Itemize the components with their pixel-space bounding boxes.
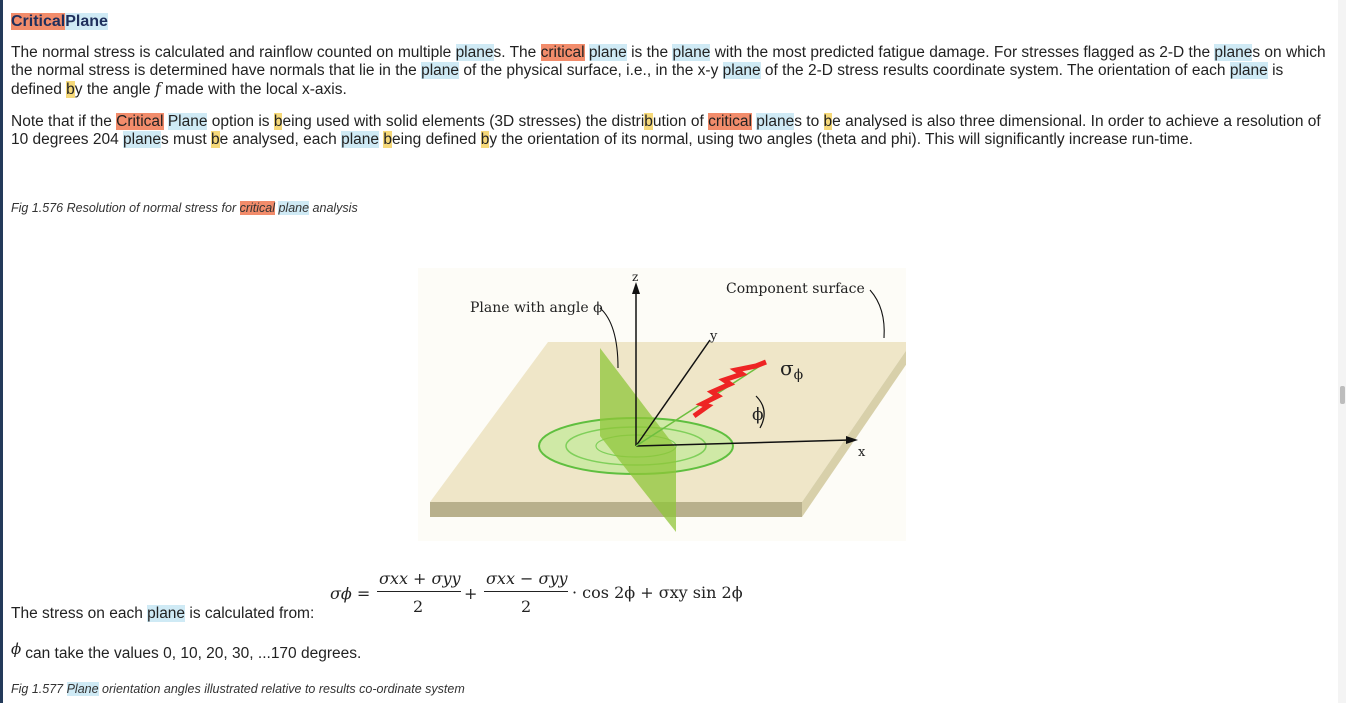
text: option is: [207, 113, 274, 130]
highlight: plane: [722, 62, 761, 79]
phi-values-line: [11, 640, 362, 664]
highlight: plane: [123, 131, 161, 148]
text: can take the values 0, 10, 20, 30, ...170 degrees.: [25, 645, 362, 662]
text: s to: [794, 113, 824, 130]
sigma-symbol: σ: [780, 356, 794, 380]
text: The normal stress is calculated and rainflow counted on multiple: [11, 44, 456, 61]
text: made with the local x-axis.: [160, 81, 347, 98]
highlight: b: [66, 81, 75, 98]
highlight: plane: [756, 113, 795, 130]
phi-angle-label: ϕ: [752, 405, 764, 425]
figure-caption-1577: [11, 681, 465, 697]
text: eing used with solid elements (3D stresses) the distri: [282, 113, 645, 130]
text: analysis: [309, 201, 358, 215]
formula-rest: · cos 2ϕ + σxy sin 2ϕ: [572, 583, 743, 602]
text: e analysed is also three dimensional. In order to achieve a resolution of 10 degrees 204: [11, 113, 1321, 148]
formula-plus: +: [464, 584, 478, 603]
title-highlight-critical: Critical: [11, 13, 66, 30]
surface-label-leader: [870, 290, 884, 338]
highlight: plane: [1229, 62, 1268, 79]
left-border: [0, 0, 3, 703]
vertical-scrollbar[interactable]: [1338, 0, 1346, 703]
text: Note that if the: [11, 113, 117, 130]
highlight: plane: [278, 201, 310, 215]
text: s. The: [493, 44, 541, 61]
figure-illustration: [418, 268, 906, 541]
highlight: b: [273, 113, 283, 130]
highlight: b: [480, 131, 490, 148]
text: is defined: [11, 62, 1284, 98]
text: Fig 1.576 Resolution of normal stress for: [11, 201, 240, 215]
formula-num2: σxx − σyy: [486, 569, 568, 588]
plane-angle-label: Plane with angle ϕ: [470, 300, 603, 316]
highlight: b: [823, 113, 833, 130]
formula-den2: 2: [521, 597, 532, 616]
paragraph-solid-elements: [11, 113, 1329, 149]
text: is the: [626, 44, 673, 61]
highlight: plane: [588, 44, 627, 61]
text: Fig 1.577: [11, 682, 67, 696]
z-axis-label: z: [632, 270, 639, 284]
highlight: b: [383, 131, 392, 148]
text: orientation angles illustrated relative to results co-ordinate system: [98, 682, 465, 696]
figure-caption-1576: [11, 200, 358, 216]
title-highlight-plane: Plane: [65, 13, 108, 30]
slab-front-edge: [430, 502, 802, 517]
highlight: plane: [147, 605, 186, 622]
highlight: critical: [708, 113, 752, 130]
text: of the 2-D stress results coordinate system. The orientation of each: [760, 62, 1230, 79]
text: s must: [160, 131, 211, 148]
highlight: critical: [540, 44, 585, 61]
highlight: plane: [672, 44, 711, 61]
normal-stress-formula: [318, 568, 748, 620]
text: s on which the normal stress is determined have normals that lie in the: [11, 44, 1326, 79]
highlight: plane: [341, 131, 380, 148]
phi-symbol: ϕ: [11, 640, 22, 658]
text: y the orientation of its normal, using two angles (theta and phi). This will significantly increase run-time.: [489, 131, 1193, 148]
x-axis-label: x: [858, 445, 866, 460]
highlight: Plane: [66, 682, 99, 696]
formula-lhs: σϕ =: [330, 584, 371, 603]
text: y the angle: [74, 81, 155, 98]
highlight: plane: [1214, 44, 1253, 61]
highlight: plane: [455, 44, 494, 61]
fraction-bar-2: [484, 591, 568, 592]
text: eing defined: [391, 131, 481, 148]
highlight: plane: [421, 62, 460, 79]
highlight: Critical: [116, 113, 164, 130]
formula-den1: 2: [413, 597, 424, 616]
y-axis-label: y: [710, 329, 718, 344]
component-surface-label: Component surface: [726, 281, 865, 297]
paragraph-normal-stress: [11, 44, 1329, 99]
fraction-bar-1: [377, 591, 461, 592]
highlight: b: [644, 113, 653, 130]
angle-symbol: f: [154, 80, 161, 98]
scrollbar-thumb[interactable]: [1340, 386, 1345, 404]
text: of the physical surface, i.e., in the x-y: [459, 62, 723, 79]
text: is calculated from:: [185, 605, 315, 622]
highlight: critical: [239, 201, 275, 215]
text: The stress on each: [11, 605, 148, 622]
stress-calculation-line: [11, 605, 314, 623]
sigma-subscript: ϕ: [793, 367, 804, 383]
highlight: b: [210, 131, 220, 148]
text: with the most predicted fatigue damage. For stresses flagged as 2-D the: [710, 44, 1215, 61]
text: ution of: [652, 113, 709, 130]
formula-num1: σxx + σyy: [379, 569, 461, 588]
highlight: Plane: [167, 113, 208, 130]
page-title: [11, 12, 108, 32]
critical-plane-figure: [418, 268, 906, 541]
text: e analysed, each: [219, 131, 342, 148]
